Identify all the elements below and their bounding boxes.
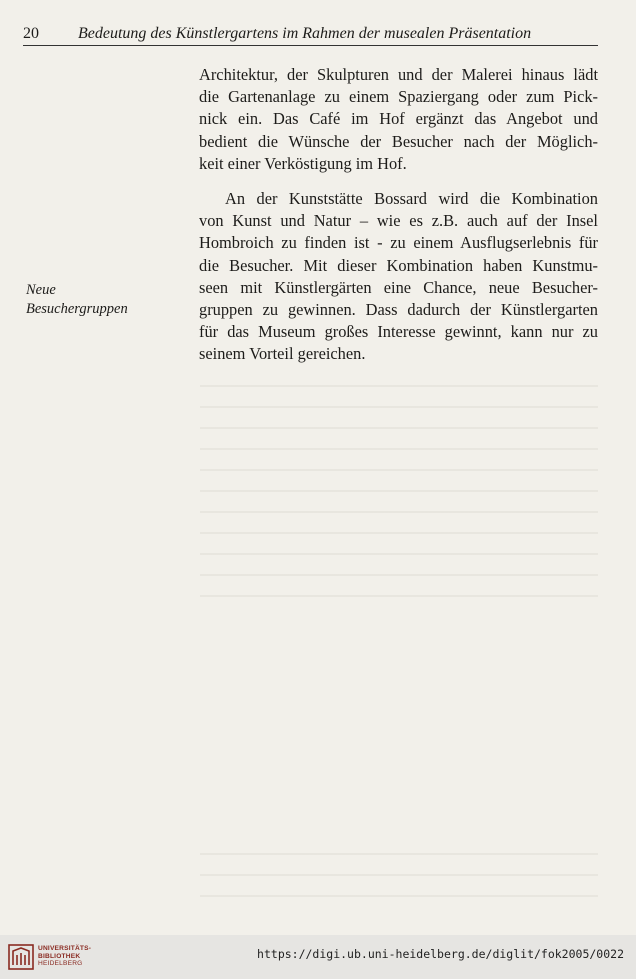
text-line: gruppen zu gewinnen. Dass dadurch der Künstlergarten — [199, 299, 598, 319]
library-name-line: HEIDELBERG — [38, 960, 83, 968]
paragraph-2 — [199, 188, 598, 366]
text-line: seinem Vorteil gereichen. — [199, 344, 366, 364]
text-line: Architektur, der Skulpturen und der Malerei hinaus lädt — [199, 65, 598, 84]
page-number: 20 — [23, 25, 39, 42]
text-line: von Kunst und Natur – wie es z.B. auch auf der Insel — [199, 211, 598, 231]
show-through-texture — [200, 840, 598, 900]
text-line: die Gartenanlage zu einem Spaziergang oder zum Pick- — [199, 87, 598, 107]
text-line: An der Kunststätte Bossard wird die Kombination — [225, 189, 598, 208]
text-line: keit einer Verköstigung im Hof. — [199, 153, 407, 173]
library-logo-icon — [8, 944, 34, 970]
running-title: Bedeutung des Künstlergartens im Rahmen der musealen Präsentation — [78, 25, 532, 42]
library-name — [38, 945, 91, 968]
text-line: bedient die Wünsche der Besucher nach der Möglich- — [199, 131, 598, 151]
header-rule — [23, 45, 598, 46]
text-line: für das Museum großes Interesse gewinnt, kann nur zu — [199, 322, 598, 342]
text-line: Hombroich zu finden ist - zu einem Ausflugserlebnis für — [199, 233, 598, 253]
text-line: die Besucher. Mit dieser Kombination haben Kunstmu- — [199, 255, 598, 275]
library-name-line: BIBLIOTHEK — [38, 952, 81, 960]
text-line: seen mit Künstlergärten eine Chance, neue Besucher- — [199, 277, 598, 297]
paragraph-1 — [199, 64, 598, 175]
text-line: nick ein. Das Café im Hof ergänzt das Angebot und — [199, 109, 598, 129]
running-header — [23, 25, 598, 47]
permalink-url[interactable]: https://digi.ub.uni-heidelberg.de/diglit/fok2005/0022 — [257, 947, 624, 961]
margin-note-line: Besuchergruppen — [26, 301, 128, 317]
show-through-texture — [200, 372, 598, 612]
margin-note — [26, 281, 128, 319]
library-name-line: UNIVERSITÄTS- — [38, 945, 92, 952]
margin-note-line: Neue — [26, 282, 56, 298]
viewer-footer — [0, 935, 636, 979]
